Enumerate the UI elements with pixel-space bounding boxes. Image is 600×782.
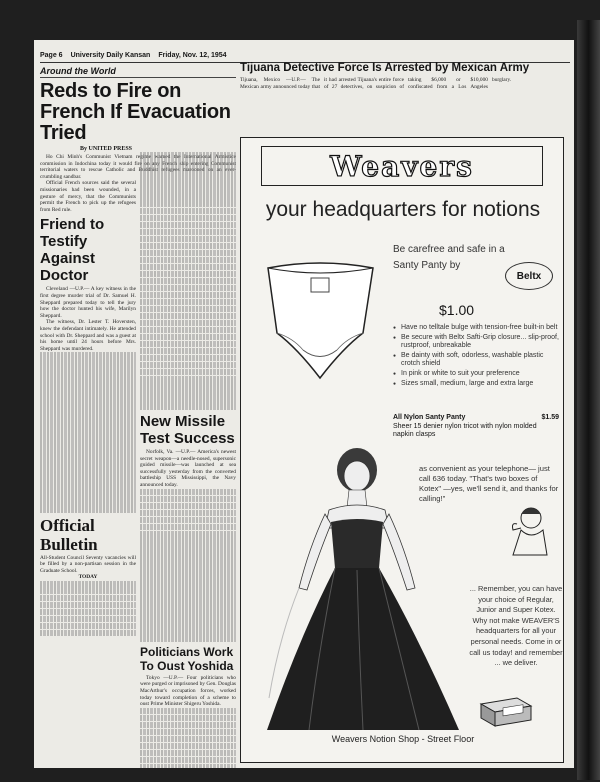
story-sheppard-filler	[40, 352, 136, 512]
phone-woman-sketch	[503, 500, 555, 560]
ad-carefree-line2: Santy Panty by	[393, 260, 461, 271]
headline-official-bulletin: Official Bulletin	[40, 515, 98, 554]
headline-friend-testify: Friend to Testify Against Doctor	[40, 216, 105, 285]
story-reds-cont	[40, 180, 136, 213]
newspaper-page	[34, 40, 574, 768]
feature-item: ● Be secure with Beltx Safti-Grip closure... slip-proof, rustproof, unbreakable	[393, 334, 559, 351]
panty-price: $1.00	[439, 302, 475, 318]
feature-item: ● Be dainty with soft, odorless, washable plastic crotch shield	[393, 352, 559, 369]
bulletin-today: TODAY	[78, 574, 98, 581]
headline-missile: New Missile Test Success	[140, 413, 235, 448]
issue-date: Friday, Nov. 12, 1954	[158, 52, 227, 59]
beltx-brand: Beltx	[505, 262, 553, 290]
nylon-desc: Sheer 15 denier nylon tricot with nylon molded napkin clasps	[393, 422, 537, 439]
weavers-logo: Weavers	[330, 149, 474, 183]
tijuana-headline: Tijuana Detective Force Is Arrested by Mexican Army	[240, 62, 530, 74]
kotex-box-illustration	[477, 694, 535, 728]
section-around-world: Around the World	[40, 66, 236, 78]
kotex-message: ... Remember, you can have your choice of Regular, Junior and Super Kotex. Why not make WEAVER'S headquarters for all your personal needs. Come in or call us today! and remember ... we deliver.	[469, 584, 563, 668]
ad-carefree-line1: Be carefree and safe in a	[393, 244, 505, 255]
feature-item: ● Have no telltale bulge with tension-free built-in belt	[393, 324, 559, 333]
bulletin-intro: All-Student Council Seventy vacancies will be filled by a non-partisan session in the Graduate School.	[40, 554, 136, 574]
story-yoshida-p1: Tokyo —U.P.— Four politicians who were purged or imprisoned by Gen. Douglas MacArthur's occupation forces, worked today toward completion of a scheme to oust Prime Minister Shigeru Yoshida.	[140, 674, 236, 708]
panty-illustration	[253, 238, 388, 418]
ad-tagline: your headquarters for notions	[265, 198, 541, 221]
masthead	[40, 52, 240, 59]
weavers-logo-box	[261, 146, 543, 186]
headline-reds-fire: Reds to Fire on French If Evacuation Tried	[40, 80, 231, 144]
story-sheppard-p1: Cleveland —U.P.— A key witness in the first degree murder trial of Dr. Samuel H. Sheppard prepared today to tell the jury how the doctor hunted his wife, Marilyn Sheppard.	[40, 286, 136, 319]
story-reds-p2: Official French sources said the several missionaries had been wounded, in a gesture of mercy, that the Communists permit the French to pick up the refugees from Red rule.	[40, 180, 136, 213]
yoshida-top-filler	[140, 152, 236, 410]
tijuana-body: Tijuana, Mexico —U.P.— The Mexican army announced today that it had arrested Tijuana's entire force of 27 detectives, on suspicion of taking $6,000 or $10,000 confiscated from a Los Angeles burglary.	[240, 77, 512, 90]
story-yoshida-filler	[140, 708, 236, 768]
ad-footer: Weavers Notion Shop - Street Floor	[331, 734, 475, 744]
story-missile-p1: Norfolk, Va. —U.P.— America's newest secret weapon—a needle-nosed, supersonic guided missile—was launched at sea successfully yesterday from the converted battleship USS Mississippi, the Navy announced today.	[140, 449, 236, 488]
nylon-offer	[393, 414, 559, 440]
middle-column	[140, 152, 236, 768]
story-sheppard	[40, 286, 136, 352]
nylon-title: All Nylon Santy Panty	[393, 414, 466, 421]
paper-name: University Daily Kansan	[70, 52, 151, 59]
nylon-title-row	[393, 414, 559, 423]
headline-yoshida: Politicians Work To Oust Yoshida	[140, 644, 234, 673]
story-yoshida	[140, 675, 236, 708]
tijuana-story	[240, 62, 572, 135]
feature-list	[393, 324, 559, 389]
weavers-advertisement	[240, 137, 564, 763]
story-sheppard-p2: The witness, Dr. Lester T. Hoversten, knew the defendant intimately. He attended school with Dr. Sheppard and was a guest at his home until 24 hours before Mrs. Sheppard was murdered.	[40, 319, 136, 352]
page-number: Page 6	[40, 52, 63, 59]
nylon-price: $1.59	[541, 414, 559, 421]
book-binding	[577, 20, 600, 780]
story-missile-filler	[140, 489, 236, 642]
bulletin-today-filler	[40, 581, 136, 636]
story-reds-p1: Ho Chi Minh's Communist Vietnam regime warned the International Armistice commission in Indochina today it would fire on any French ship entering Communist territorial waters to rescue Catholic and Buddhist refugees marooned on an ever-crumbling sandbar.	[40, 154, 236, 180]
telephone-message: as convenient as your telephone— just call 636 today. "That's two boxes of Kotex" —yes, we'll send it, and thanks for calling!"	[419, 464, 559, 503]
feature-item: ● Sizes small, medium, large and extra large	[393, 380, 559, 389]
story-missile	[140, 449, 236, 489]
feature-item: ● In pink or white to suit your preference	[393, 370, 559, 379]
byline: By UNITED PRESS	[80, 146, 133, 152]
left-subcolumn	[40, 180, 136, 636]
